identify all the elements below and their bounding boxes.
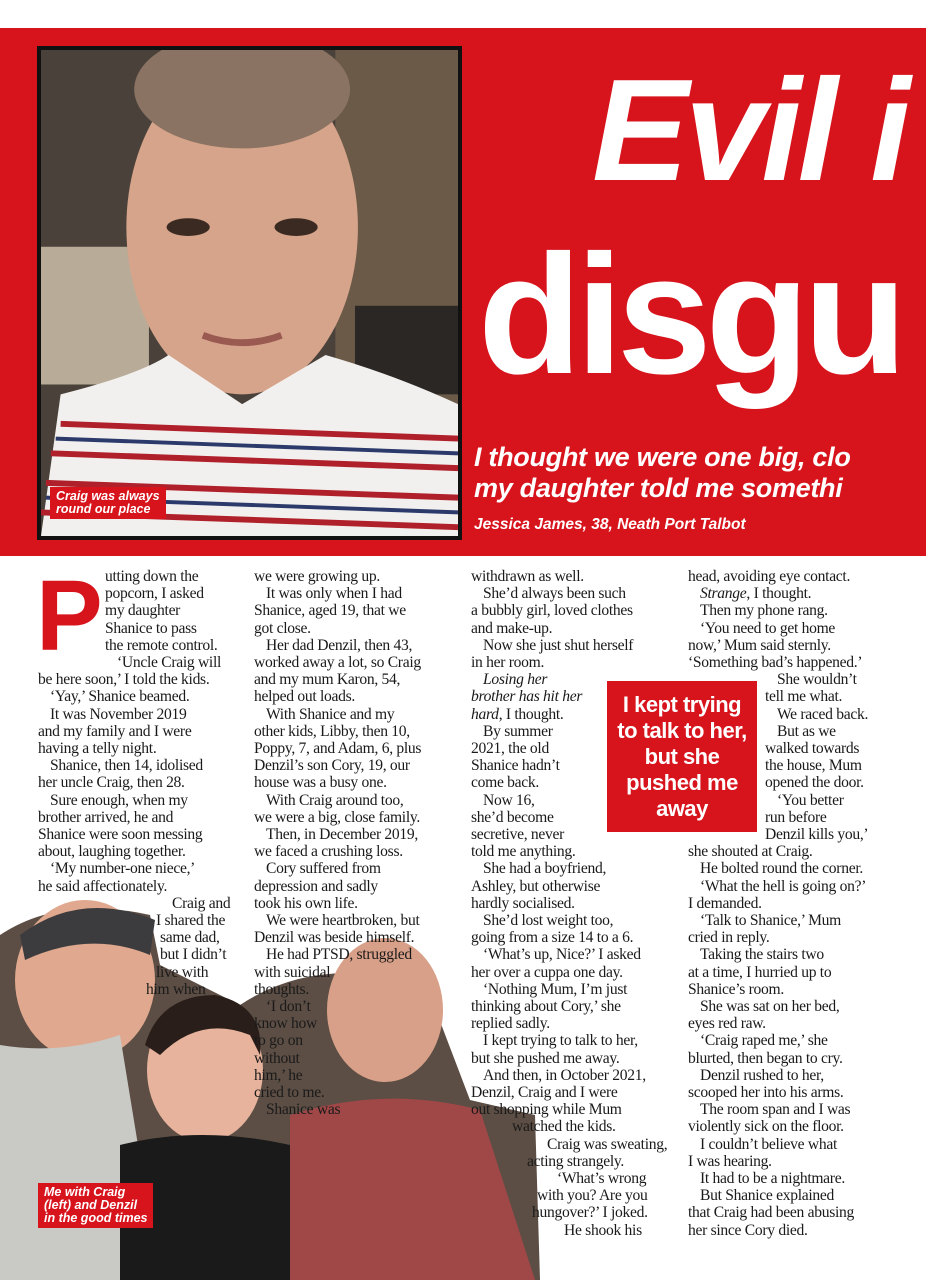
text-line: [146, 981, 206, 998]
text-line: [688, 1222, 808, 1239]
text-line: [254, 740, 421, 757]
line-text: ‘My number-one niece,’: [50, 860, 196, 878]
line-text: With Shanice and my: [266, 705, 395, 723]
line-text: thoughts.: [254, 980, 309, 998]
line-text: Shanice to pass: [105, 619, 197, 637]
photo-craig: [37, 46, 462, 540]
line-text: Shanice were soon messing: [38, 826, 203, 843]
line-text: ‘Something bad’s happened.’: [688, 654, 863, 671]
line-text: He bolted round the corner.: [700, 860, 863, 878]
text-line: [483, 1067, 646, 1084]
line-text: to go on: [254, 1032, 303, 1050]
text-line: [471, 654, 544, 671]
text-line: [117, 654, 221, 671]
text-line: [254, 620, 311, 637]
text-line: [471, 878, 600, 895]
text-line: [777, 671, 857, 688]
subhead-line: I thought we were one big, clo: [474, 442, 851, 472]
text-line: [254, 929, 414, 946]
line-text: tell me what.: [765, 688, 843, 706]
line-text: with suicidal: [254, 963, 331, 981]
text-line: [700, 1101, 850, 1118]
line-text: ‘Uncle Craig will: [117, 654, 222, 671]
line-text: We were heartbroken, but: [266, 912, 420, 929]
line-text: utting down the: [105, 568, 199, 585]
line-text: Shanice’s room.: [688, 980, 784, 998]
line-text: I demanded.: [688, 894, 762, 912]
line-text: It was November 2019: [50, 705, 187, 723]
text-line: [700, 602, 828, 619]
subhead-line: my daughter told me somethi: [474, 473, 843, 503]
text-line: [266, 706, 394, 723]
line-text: secretive, never: [471, 826, 565, 843]
text-line: [105, 568, 198, 585]
line-text: scooped her into his arms.: [688, 1084, 844, 1101]
text-line: [38, 826, 202, 843]
line-text: Now 16,: [483, 791, 535, 809]
line-text: we were growing up.: [254, 568, 380, 585]
text-line: [471, 740, 549, 757]
line-text: Taking the stairs two: [700, 946, 824, 964]
line-text: With Craig around too,: [266, 791, 404, 809]
line-text: I shared the: [156, 912, 226, 929]
text-line: [700, 860, 863, 877]
line-text: ‘What’s wrong: [557, 1170, 647, 1187]
line-text: Now she just shut herself: [483, 636, 634, 654]
line-text: her uncle Craig, then 28.: [38, 774, 185, 792]
line-text: I was hearing.: [688, 1152, 772, 1170]
text-line: [471, 602, 633, 619]
line-text: We raced back.: [777, 705, 869, 723]
line-text: hardly socialised.: [471, 894, 575, 912]
line-text: same dad,: [160, 929, 220, 947]
line-text: know how: [254, 1015, 318, 1033]
text-line: [254, 895, 358, 912]
text-line: [483, 981, 627, 998]
italic-text: Losing her: [483, 671, 548, 689]
text-line: [688, 1015, 766, 1032]
line-text: Denzil’s son Cory, 19, our: [254, 757, 410, 775]
text-line: [254, 1084, 324, 1101]
text-line: [483, 860, 606, 877]
line-text: thinking about Cory,’ she: [471, 998, 621, 1015]
line-text: ‘Yay,’ Shanice beamed.: [50, 688, 190, 706]
text-line: [266, 946, 412, 963]
caption-line: (left) and Denzil: [44, 1198, 138, 1212]
line-text: She had a boyfriend,: [483, 860, 607, 878]
text-line: [700, 620, 835, 637]
text-line: [700, 1170, 845, 1187]
text-line: [105, 637, 218, 654]
line-text: come back.: [471, 774, 540, 792]
line-text: Denzil rushed to her,: [700, 1066, 824, 1084]
line-text: withdrawn as well.: [471, 568, 584, 585]
line-text: told me anything.: [471, 843, 576, 861]
text-line: [777, 792, 844, 809]
line-text: The room span and I was: [700, 1101, 851, 1119]
italic-text: Strange: [700, 585, 747, 603]
line-text: watched the kids.: [512, 1118, 616, 1136]
line-text: He had PTSD, struggled: [266, 946, 412, 964]
headline-line-2: disgu: [478, 220, 902, 410]
text-line: [105, 602, 180, 619]
text-line: [688, 1084, 843, 1101]
line-text: Sure enough, when my: [50, 791, 188, 809]
text-line: [471, 774, 539, 791]
photo-caption-top: [50, 487, 166, 519]
caption-line: Me with Craig: [44, 1185, 126, 1199]
text-line: [160, 929, 220, 946]
line-text: Her dad Denzil, then 43,: [266, 636, 413, 654]
text-line: [266, 860, 381, 877]
text-line: [38, 740, 156, 757]
text-line: [547, 1136, 667, 1153]
text-line: [266, 792, 403, 809]
line-text: Shanice, aged 19, that we: [254, 602, 406, 620]
text-line: [471, 826, 564, 843]
text-line: [512, 1118, 616, 1135]
text-line: [688, 637, 831, 654]
text-line: [483, 723, 553, 740]
text-line: [700, 878, 866, 895]
text-line: [172, 895, 230, 912]
line-text: cried in reply.: [688, 929, 770, 947]
line-text: He shook his: [564, 1221, 642, 1239]
line-text: the remote control.: [105, 636, 218, 654]
text-line: [483, 637, 633, 654]
text-line: [471, 757, 560, 774]
text-line: [700, 1187, 834, 1204]
text-line: [537, 1187, 648, 1204]
line-text: the house, Mum: [765, 757, 862, 775]
headline-line-1: Evil i: [592, 49, 907, 211]
text-line: [266, 912, 419, 929]
text-line: [254, 809, 420, 826]
text-line: [688, 843, 813, 860]
byline: Jessica James, 38, Neath Port Talbot: [474, 516, 746, 533]
line-text: popcorn, I asked: [105, 585, 204, 603]
text-line: [266, 998, 311, 1015]
text-line: [254, 1015, 317, 1032]
line-text: her since Cory died.: [688, 1221, 808, 1239]
text-line: [471, 688, 582, 705]
text-line: [557, 1170, 646, 1187]
text-line: [688, 1153, 772, 1170]
line-text: and my mum Karon, 54,: [254, 671, 401, 689]
text-line: [688, 654, 862, 671]
text-line: [700, 998, 839, 1015]
subheadline: [474, 442, 851, 504]
line-text: about, laughing together.: [38, 843, 186, 861]
text-line: [254, 981, 309, 998]
line-text: Shanice was: [266, 1101, 341, 1119]
text-line: [471, 843, 575, 860]
line-text: other kids, Libby, then 10,: [254, 722, 410, 740]
text-line: [38, 843, 186, 860]
text-line: [765, 809, 827, 826]
text-line: [471, 1015, 550, 1032]
text-line: [700, 1067, 824, 1084]
line-text: She wouldn’t: [777, 671, 857, 689]
line-text: that Craig had been abusing: [688, 1204, 854, 1222]
text-line: [471, 964, 623, 981]
text-line: [688, 929, 770, 946]
line-text: Shanice, then 14, idolised: [50, 757, 203, 775]
text-line: [700, 1032, 828, 1049]
text-line: [471, 998, 621, 1015]
line-text: Craig and: [172, 894, 231, 912]
text-line: [765, 757, 862, 774]
line-text: 2021, the old: [471, 740, 549, 757]
line-text: without: [254, 1049, 300, 1067]
text-line: [688, 1118, 844, 1135]
line-text: ‘You need to get home: [700, 619, 836, 637]
line-text: Then, in December 2019,: [266, 826, 419, 843]
line-text: But Shanice explained: [700, 1187, 835, 1205]
line-text: ‘What the hell is going on?’: [700, 877, 867, 895]
text-line: [471, 929, 633, 946]
text-line: [483, 671, 547, 688]
line-text: run before: [765, 808, 827, 826]
text-line: [700, 1136, 837, 1153]
caption-line: in the good times: [44, 1211, 148, 1225]
text-line: [38, 774, 185, 791]
line-text: She was sat on her bed,: [700, 998, 840, 1015]
line-text: ‘What’s up, Nice?’ I asked: [483, 946, 641, 964]
drop-cap: P: [36, 560, 103, 672]
text-line: [254, 688, 355, 705]
line-text: now,’ Mum said sternly.: [688, 636, 831, 654]
text-line: [254, 1067, 302, 1084]
text-line: [765, 688, 842, 705]
line-text: Denzil kills you,’: [765, 826, 869, 843]
pull-quote: I kept trying to talk to her, but she pushed me away: [607, 681, 757, 832]
text-line: [700, 946, 824, 963]
text-line: [688, 1050, 843, 1067]
text-line: [564, 1222, 642, 1239]
text-line: [688, 895, 762, 912]
line-text: took his own life.: [254, 894, 358, 912]
line-text: out shopping while Mum: [471, 1101, 622, 1119]
line-text: Cory suffered from: [266, 860, 381, 878]
text-line: [483, 912, 613, 929]
text-line: [254, 568, 380, 585]
line-text: violently sick on the floor.: [688, 1118, 844, 1136]
text-line: [254, 843, 403, 860]
text-line: [266, 1101, 340, 1118]
line-text: ‘You better: [777, 791, 844, 809]
text-line: [777, 723, 836, 740]
text-line: [483, 585, 626, 602]
line-text: depression and sadly: [254, 877, 378, 895]
text-line: [765, 774, 864, 791]
line-text: ‘Nothing Mum, I’m just: [483, 980, 628, 998]
line-text: him,’ he: [254, 1066, 303, 1084]
text-line: [50, 688, 189, 705]
text-line: [471, 895, 575, 912]
line-text: we faced a crushing loss.: [254, 843, 403, 861]
line-text: It had to be a nightmare.: [700, 1170, 845, 1187]
line-text: she shouted at Craig.: [688, 843, 813, 861]
line-text: replied sadly.: [471, 1015, 550, 1033]
line-text: at a time, I hurried up to: [688, 963, 832, 981]
text-line: [50, 706, 186, 723]
line-text: She’d always been such: [483, 585, 626, 603]
text-line: [254, 671, 400, 688]
line-text: Then my phone rang.: [700, 602, 828, 620]
caption-line: Craig was always: [56, 489, 160, 503]
line-text: got close.: [254, 619, 311, 637]
line-text: we were a big, close family.: [254, 808, 420, 826]
line-text: and my family and I were: [38, 722, 192, 740]
text-line: [688, 981, 784, 998]
text-line: [777, 706, 868, 723]
text-line: [700, 912, 841, 929]
text-line: [50, 757, 203, 774]
line-text: blurted, then began to cry.: [688, 1049, 843, 1067]
text-line: [156, 912, 225, 929]
line-text: By summer: [483, 722, 553, 740]
text-line: [38, 809, 173, 826]
text-line: [38, 723, 191, 740]
italic-text: hard: [471, 705, 499, 723]
line-text: It was only when I had: [266, 585, 402, 603]
text-line: [254, 1032, 303, 1049]
line-text: ‘Craig raped me,’ she: [700, 1032, 828, 1050]
text-line: [471, 568, 584, 585]
text-line: [160, 946, 226, 963]
text-line: [254, 654, 421, 671]
line-text: But as we: [777, 722, 836, 740]
text-line: [765, 740, 859, 757]
line-text: her over a cuppa one day.: [471, 963, 623, 981]
text-line: [254, 774, 387, 791]
text-line: [688, 1204, 854, 1221]
caption-line: round our place: [56, 502, 151, 516]
line-text: acting strangely.: [527, 1152, 624, 1170]
line-text: my daughter: [105, 602, 181, 620]
line-text: Craig was sweating,: [547, 1135, 668, 1153]
line-text: with you? Are you: [537, 1187, 648, 1205]
line-text: ‘I don’t: [266, 998, 311, 1015]
text-line: [765, 826, 868, 843]
line-text: head, avoiding eye contact.: [688, 568, 851, 585]
line-text: I kept trying to talk to her,: [483, 1032, 638, 1050]
line-text: him when: [146, 980, 206, 998]
text-line: [471, 809, 554, 826]
text-line: [471, 1084, 618, 1101]
line-text: helped out loads.: [254, 688, 356, 706]
text-line: [50, 792, 188, 809]
line-text: ‘Talk to Shanice,’ Mum: [700, 912, 841, 929]
text-line: [38, 878, 167, 895]
line-text: hungover?’ I joked.: [532, 1204, 648, 1222]
text-line: [266, 585, 402, 602]
text-line: [532, 1204, 648, 1221]
text-line: [471, 1101, 622, 1118]
line-text: cried to me.: [254, 1084, 325, 1101]
line-text: opened the door.: [765, 774, 864, 792]
line-text: going from a size 14 to a 6.: [471, 929, 634, 947]
line-text: a bubbly girl, loved clothes: [471, 602, 633, 620]
line-text: he said affectionately.: [38, 877, 168, 895]
text-line: [483, 1032, 638, 1049]
text-line: [471, 1050, 619, 1067]
line-text: be here soon,’ I told the kids.: [38, 671, 210, 689]
text-line: [471, 620, 552, 637]
text-line: [254, 602, 406, 619]
text-line: [254, 757, 410, 774]
line-text: she’d become: [471, 808, 554, 826]
text-line: [105, 585, 204, 602]
line-text: I couldn’t believe what: [700, 1135, 838, 1153]
line-text: Ashley, but otherwise: [471, 877, 601, 895]
line-text: eyes red raw.: [688, 1015, 766, 1033]
text-line: [483, 946, 641, 963]
text-line: [483, 792, 535, 809]
italic-text: brother has hit her: [471, 688, 583, 706]
text-line: [254, 723, 410, 740]
line-text: and make-up.: [471, 619, 553, 637]
text-line: [254, 878, 378, 895]
text-line: [266, 637, 412, 654]
line-text: having a telly night.: [38, 740, 157, 757]
line-text: live with: [156, 963, 209, 981]
line-text: house was a busy one.: [254, 774, 387, 792]
text-line: [688, 568, 850, 585]
text-line: [38, 671, 209, 688]
text-line: [105, 620, 197, 637]
text-line: [527, 1153, 624, 1170]
line-text: Shanice hadn’t: [471, 757, 560, 775]
line-text: , I thought.: [746, 585, 812, 603]
photo-caption-bottom: [38, 1183, 153, 1228]
line-text: Denzil, Craig and I were: [471, 1084, 618, 1101]
text-line: [254, 1050, 300, 1067]
line-text: Poppy, 7, and Adam, 6, plus: [254, 740, 422, 757]
line-text: And then, in October 2021,: [483, 1066, 646, 1084]
line-text: but I didn’t: [160, 946, 227, 964]
text-line: [700, 585, 811, 602]
text-line: [254, 964, 330, 981]
text-line: [266, 826, 418, 843]
line-text: worked away a lot, so Craig: [254, 654, 421, 671]
line-text: brother arrived, he and: [38, 808, 174, 826]
line-text: Denzil was beside himself.: [254, 929, 415, 947]
line-text: in her room.: [471, 654, 545, 671]
line-text: but she pushed me away.: [471, 1049, 620, 1067]
text-line: [471, 706, 564, 723]
text-line: [688, 964, 831, 981]
line-text: , I thought.: [498, 705, 564, 723]
line-text: walked towards: [765, 740, 860, 757]
text-line: [156, 964, 208, 981]
text-line: [50, 860, 195, 877]
line-text: She’d lost weight too,: [483, 912, 614, 929]
